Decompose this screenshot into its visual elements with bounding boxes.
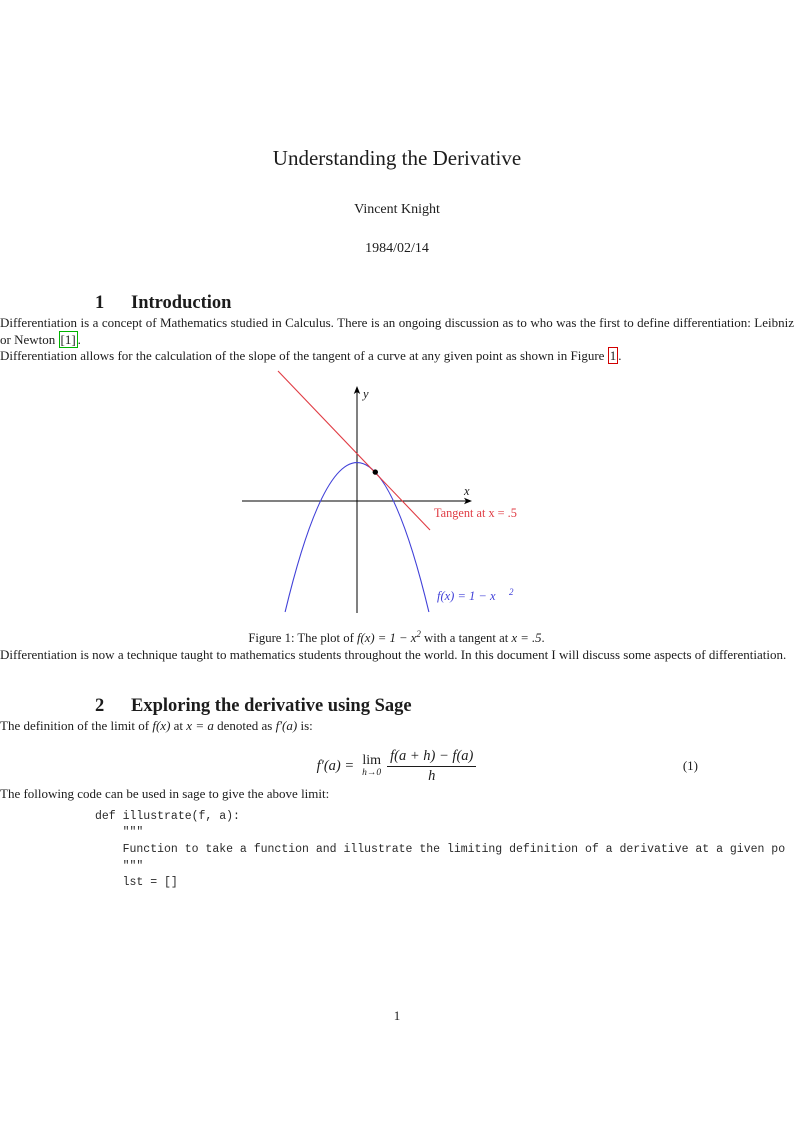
function-label-exponent: 2: [509, 586, 514, 597]
section-2-number: 2: [95, 695, 105, 716]
figure-ref-link[interactable]: 1: [609, 348, 617, 364]
caption-math-exponent: 2: [416, 628, 421, 639]
equation-number: (1): [682, 758, 698, 774]
s2p1-math-xa: x = a: [186, 717, 214, 733]
intro-paragraph-3: Differentiation is now a technique taught to mathematics students throughout the world. In this document I will discuss some aspects of differentiation.: [0, 647, 787, 663]
tangent-line: [278, 371, 430, 530]
code-line: lst = []: [95, 876, 178, 890]
section-1-number: 1: [95, 293, 105, 313]
caption-mid: with a tangent at: [420, 631, 512, 646]
limit-word: lim: [362, 753, 381, 769]
section-2-title: Exploring the derivative using Sage: [131, 695, 412, 716]
equation-lhs: f′(a) =: [316, 757, 355, 774]
tangent-label: Tangent at x = .5: [434, 505, 517, 520]
section-1-heading: [95, 291, 698, 315]
s2p1-math-fprime: f′(a): [275, 717, 298, 733]
fraction-numerator: f(a + h) − f(a): [387, 749, 476, 767]
s2p1-text-2: at: [170, 717, 187, 733]
tangent-point-dot: [373, 469, 378, 474]
code-line: """: [95, 826, 144, 840]
intro-paragraph-1: [0, 315, 794, 348]
figure-caption: [95, 626, 698, 647]
caption-prefix: Figure 1: The plot of: [248, 631, 357, 646]
intro-paragraph-1-period: .: [77, 331, 81, 347]
equation-body: [95, 746, 698, 786]
s2p1-text-4: is:: [297, 717, 313, 733]
equation-1: [95, 746, 698, 786]
code-block: [95, 809, 794, 892]
document-title: Understanding the Derivative: [272, 146, 522, 170]
s2p1-text-3: denoted as: [213, 717, 276, 733]
code-line: """: [95, 859, 144, 873]
code-line: Function to take a function and illustrate the limiting definition of a derivative at a given po: [95, 842, 786, 856]
fraction-denominator: h: [428, 767, 436, 784]
intro-paragraph-2-period: .: [618, 348, 622, 364]
section-2-paragraph-1: [0, 718, 794, 735]
figure-plot: [237, 369, 557, 617]
intro-paragraph-2-text: Differentiation allows for the calculation of the slope of the tangent of a curve at any given point as shown in Figure: [0, 348, 608, 364]
caption-period: .: [541, 631, 545, 646]
section-1-title: Introduction: [131, 293, 232, 313]
s2p1-text-1: The definition of the limit of: [0, 717, 153, 733]
intro-paragraph-2: [0, 348, 794, 365]
s2p1-math-fx: f(x): [152, 717, 171, 733]
caption-math-tangent: x = .5: [511, 631, 542, 646]
equation-limit: [362, 754, 381, 778]
limit-subscript: h→0: [362, 768, 382, 779]
y-axis-label: y: [363, 386, 369, 401]
section-2-heading: [95, 694, 698, 718]
section-2-paragraph-2: The following code can be used in sage to give the above limit:: [0, 786, 330, 802]
document-author: Vincent Knight: [354, 202, 440, 217]
code-line: def illustrate(f, a):: [95, 809, 240, 823]
x-axis-label: x: [464, 483, 470, 498]
equation-fraction: [387, 749, 476, 784]
intro-paragraph-1-text: Differentiation is a concept of Mathematics studied in Calculus. There is an ongoing discussion as to who was the first to define differentiation: Leibniz or Newton: [0, 315, 794, 347]
caption-math-function: f(x) = 1 − x: [356, 631, 417, 646]
citation-link[interactable]: [1]: [60, 331, 76, 347]
function-label: f(x) = 1 − x: [437, 588, 496, 603]
figure-1: [0, 369, 794, 622]
document-date: 1984/02/14: [365, 241, 429, 256]
page-number: 1: [393, 1008, 401, 1023]
